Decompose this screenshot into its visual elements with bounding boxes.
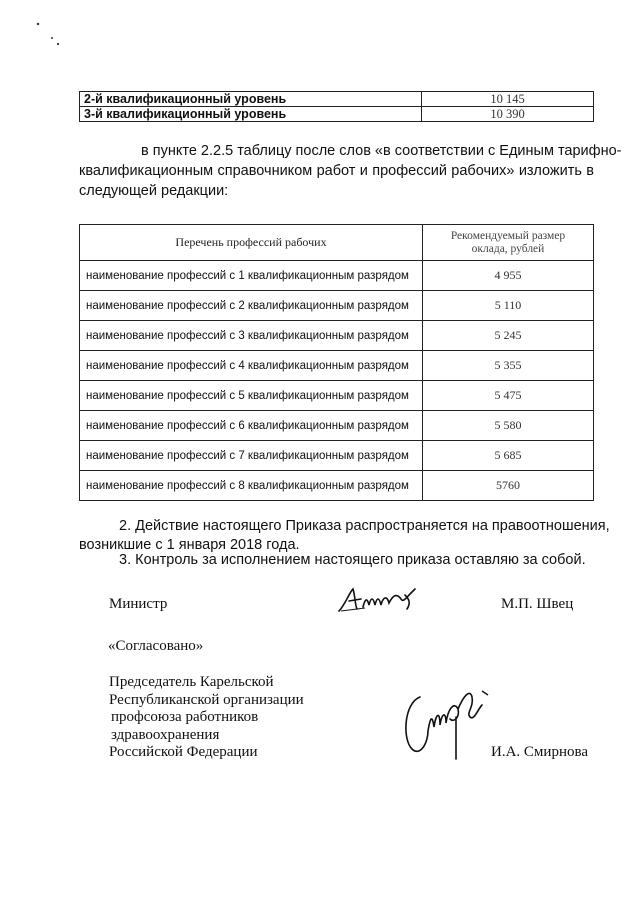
qualification-level-table [79,91,594,122]
profession-name: наименование профессий с 1 квалификационным разрядом [80,261,423,291]
table-row [80,351,594,381]
table-row [80,321,594,351]
profession-name: наименование профессий с 2 квалификационным разрядом [80,291,423,321]
profession-name: наименование профессий с 7 квалификационным разрядом [80,441,423,471]
level-salary: 10 145 [422,92,594,107]
chair-title-line: профсоюза работников [111,709,259,725]
profession-salary: 5 580 [423,411,594,441]
header-professions: Перечень профессий рабочих [80,225,423,261]
paragraph-line: в пункте 2.2.5 таблицу после слов «в соответствии с Единым тарифно- [141,143,622,159]
scan-specks [30,20,70,50]
profession-salary: 5 245 [423,321,594,351]
table-row [80,291,594,321]
profession-name: наименование профессий с 8 квалификационным разрядом [80,471,423,501]
chair-title-line: Российской Федерации [109,744,258,760]
chair-title-line: здравоохранения [111,726,220,743]
profession-salary: 5 110 [423,291,594,321]
profession-salary: 5 685 [423,441,594,471]
profession-salary: 4 955 [423,261,594,291]
amendment-paragraph [79,141,622,201]
chair-name: И.А. Смирнова [491,744,589,760]
chair-signature [398,683,490,761]
chair-title [109,674,304,762]
level-name: 2-й квалификационный уровень [80,92,422,107]
table-row [80,107,594,122]
table-row [80,261,594,291]
item-3-paragraph: 3. Контроль за исполнением настоящего приказа оставляю за собой. [119,552,586,568]
profession-name: наименование профессий с 6 квалификационным разрядом [80,411,423,441]
chair-title-line: Председатель Карельской [109,674,274,690]
table-row [80,381,594,411]
profession-name: наименование профессий с 4 квалификационным разрядом [80,351,423,381]
minister-label: Министр [109,596,168,612]
professions-salary-table [79,224,594,501]
profession-name: наименование профессий с 3 квалификационным разрядом [80,321,423,351]
paragraph-line: следующей редакции: [79,183,229,199]
header-salary-line: Рекомендуемый размер [450,229,566,242]
profession-name: наименование профессий с 5 квалификационным разрядом [80,381,423,411]
table-row [80,471,594,501]
level-name: 3-й квалификационный уровень [80,107,422,122]
header-salary-line: оклада, рублей [471,242,545,255]
paragraph-line: 2. Действие настоящего Приказа распространяется на правоотношения, [119,518,610,534]
minister-name: М.П. Швец [501,596,574,612]
profession-salary: 5 355 [423,351,594,381]
table-row [80,411,594,441]
header-salary [423,225,594,261]
agreed-mark: «Согласовано» [108,638,204,654]
item-2-paragraph [79,517,610,555]
profession-salary: 5760 [423,471,594,501]
table-header-row [80,225,594,261]
table-row [80,92,594,107]
minister-signature [335,585,425,615]
chair-title-line: Республиканской организации [109,691,304,708]
profession-salary: 5 475 [423,381,594,411]
paragraph-line: квалификационным справочником работ и профессий рабочих» изложить в [79,163,594,179]
table-row [80,441,594,471]
paragraph-line: возникшие с 1 января 2018 года. [79,537,300,553]
level-salary: 10 390 [422,107,594,122]
